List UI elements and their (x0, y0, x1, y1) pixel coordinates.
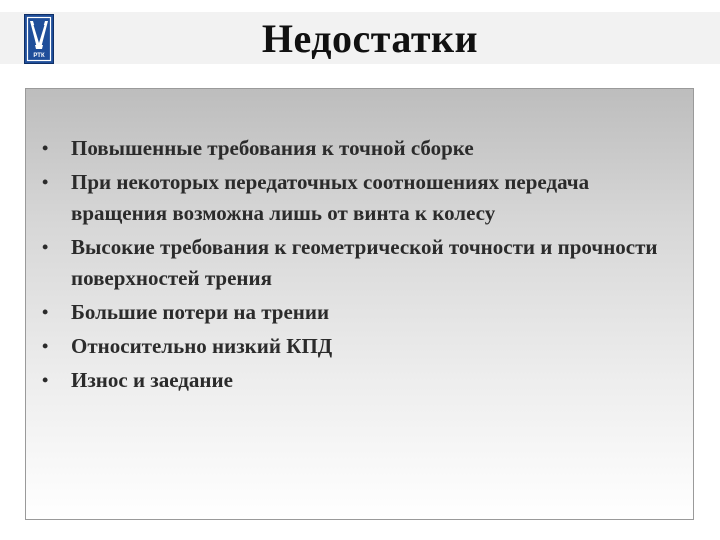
list-item (40, 297, 680, 328)
list-item-text: Повышенные требования к точной сборке (71, 136, 474, 160)
ptk-emblem-icon (24, 14, 54, 64)
list-item (40, 232, 680, 294)
logo-graphic (25, 15, 53, 63)
list-item (40, 365, 680, 396)
bullet-icon: • (42, 237, 49, 257)
list-item (40, 133, 680, 164)
bullet-icon: • (42, 370, 49, 390)
list-item (40, 331, 680, 362)
list-item (40, 167, 680, 229)
list-item-text: Большие потери на трении (71, 300, 330, 324)
bullet-icon: • (42, 336, 49, 356)
list-item-text: Относительно низкий КПД (71, 334, 333, 358)
bullet-icon: • (42, 302, 49, 322)
bullet-icon: • (42, 138, 49, 158)
bullet-icon: • (42, 172, 49, 192)
bullet-list (40, 133, 680, 399)
logo-caption: РТК (33, 53, 45, 59)
slide-title: Недостатки (261, 16, 479, 61)
content-panel (25, 88, 694, 520)
list-item-text: Высокие требования к геометрической точности и прочности поверхностей трения (71, 235, 658, 290)
list-item-text: При некоторых передаточных соотношениях передача вращения возможна лишь от винта к колесу (71, 170, 590, 225)
list-item-text: Износ и заедание (71, 368, 233, 392)
